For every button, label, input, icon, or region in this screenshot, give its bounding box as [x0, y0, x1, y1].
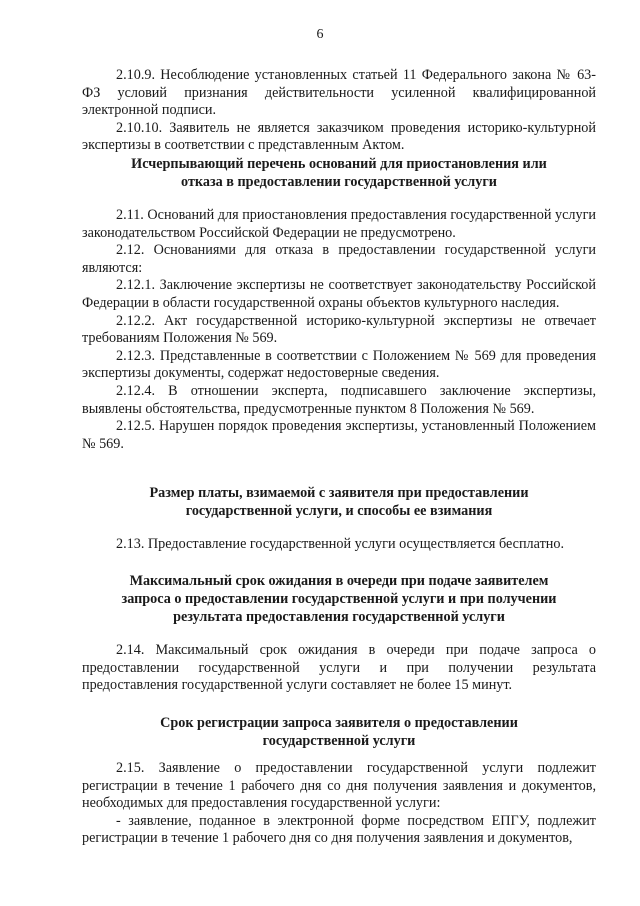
paragraph-2-11: 2.11. Оснований для приостановления предоставления государственной услуги законодательством Российской Федерации не предусмотрено.: [82, 207, 596, 241]
paragraph-2-14: 2.14. Максимальный срок ожидания в очереди при подаче запроса о предоставлении государственной услуги и при получении результата предоставления государственной услуги составляет не более 15 минут.: [82, 642, 596, 694]
heading-line: запроса о предоставлении государственной услуги и при получении: [121, 591, 557, 607]
paragraph-2-12-4: 2.12.4. В отношении эксперта, подписавшего заключение экспертизы, выявлены обстоятельства, предусмотренные пунктом 8 Положения № 569.: [82, 382, 596, 417]
paragraph-2-12-3: 2.12.3. Представленные в соответствии с Положением № 569 для проведения экспертизы документы, содержат недостоверные сведения.: [82, 347, 596, 382]
paragraph-2-12-5: 2.12.5. Нарушен порядок проведения экспертизы, установленный Положением № 569.: [82, 418, 596, 452]
section-heading-registration: [82, 714, 596, 750]
paragraph-group-2-13: [82, 536, 596, 554]
section-heading-fee: [82, 484, 596, 520]
paragraph-2-12-2: 2.12.2. Акт государственной историко-культурной экспертизы не отвечает требованиям Положения № 569.: [82, 312, 596, 347]
heading-line: Размер платы, взимаемой с заявителя при предоставлении: [149, 485, 529, 501]
paragraph-2-15: 2.15. Заявление о предоставлении государственной услуги подлежит регистрации в течение 1 рабочего дня со дня получения заявления и документов, необходимых для предоставления государственной услуги:: [82, 760, 596, 812]
section-heading-grounds-refusal: [82, 155, 596, 191]
paragraph-group-2-14: [82, 642, 596, 695]
paragraph-group-2-15: [82, 760, 596, 848]
heading-line: результата предоставления государственной услуги: [173, 609, 505, 625]
heading-line: Срок регистрации запроса заявителя о предоставлении: [160, 715, 518, 731]
paragraph-2-12-1: 2.12.1. Заключение экспертизы не соответствует законодательству Российской Федерации в области государственной охраны объектов культурного наследия.: [82, 277, 596, 311]
paragraph-2-13: 2.13. Предоставление государственной услуги осуществляется бесплатно.: [116, 536, 565, 552]
paragraph-2-10-9: 2.10.9. Несоблюдение установленных статьей 11 Федерального закона № 63-ФЗ условий признания действительности усиленной квалифицированной электронной подписи.: [82, 67, 596, 119]
paragraph-2-10-10: 2.10.10. Заявитель не является заказчиком проведения историко-культурной экспертизы в соответствии с представленным Актом.: [82, 119, 596, 154]
paragraph-group-2-10: [82, 67, 596, 155]
heading-line: отказа в предоставлении государственной услуги: [181, 174, 497, 190]
paragraph-2-12: 2.12. Основаниями для отказа в предоставлении государственной услуги являются:: [82, 242, 596, 276]
section-heading-queue-time: [82, 572, 596, 626]
paragraph-2-15-dash: - заявление, поданное в электронной форме посредством ЕПГУ, подлежит регистрации в течение 1 рабочего дня со дня получения заявления и документов,: [82, 812, 596, 847]
heading-line: государственной услуги: [262, 733, 416, 749]
heading-line: Максимальный срок ожидания в очереди при подаче заявителем: [129, 573, 549, 589]
heading-line: Исчерпывающий перечень оснований для приостановления или: [131, 156, 547, 172]
paragraph-group-2-11-2-12: [82, 207, 596, 453]
heading-line: государственной услуги, и способы ее взимания: [185, 503, 493, 519]
page-number: 6: [316, 27, 324, 42]
